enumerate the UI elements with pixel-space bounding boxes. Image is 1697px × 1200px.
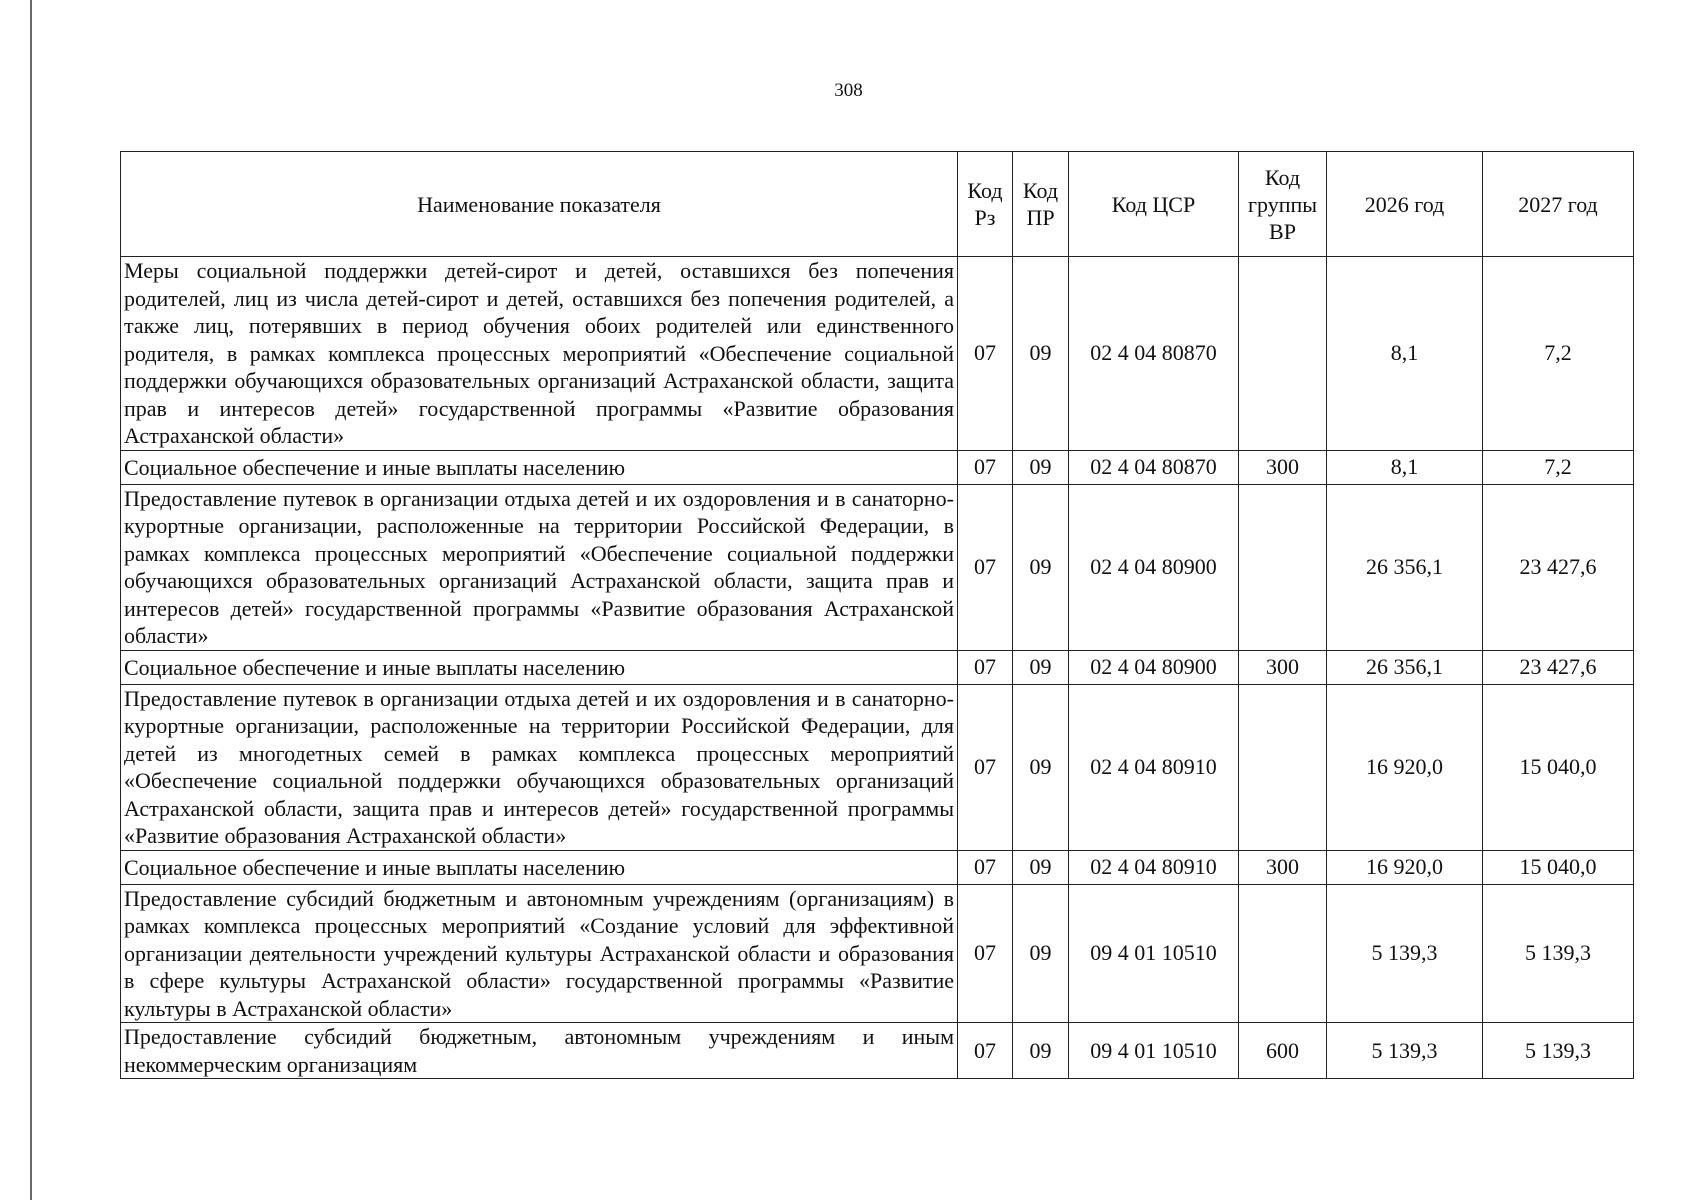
- row-vr: 300: [1239, 450, 1327, 484]
- row-2026: 8,1: [1327, 257, 1483, 451]
- row-pr: 09: [1013, 450, 1069, 484]
- row-csr: 02 4 04 80910: [1069, 684, 1239, 850]
- row-name: Предоставление путевок в организации отдыха детей и их оздоровления и в санаторно-курортные организации, расположенные на территории Российской Федерации, для детей из многодетных семей в рамках комплекса процессных мероприятий «Обеспечение социальной поддержки обучающихся образовательных организаций Астраханской области, защита прав и интересов детей» государственной программы «Развитие образования Астраханской области»: [121, 684, 958, 850]
- row-vr: [1239, 257, 1327, 451]
- header-name: Наименование показателя: [121, 152, 958, 257]
- row-csr: 02 4 04 80870: [1069, 257, 1239, 451]
- row-rz: 07: [958, 484, 1013, 650]
- table-header-row: [121, 152, 1634, 257]
- table-row: [121, 450, 1634, 484]
- page-number: 308: [834, 80, 863, 101]
- row-name: Предоставление путевок в организации отдыха детей и их оздоровления и в санаторно-курортные организации, расположенные на территории Российской Федерации, в рамках комплекса процессных мероприятий «Обеспечение социальной поддержки обучающихся образовательных организаций Астраханской области, защита прав и интересов детей» государственной программы «Развитие образования Астраханской области»: [121, 484, 958, 650]
- row-2027: 7,2: [1483, 257, 1634, 451]
- row-pr: 09: [1013, 850, 1069, 884]
- row-vr: 300: [1239, 650, 1327, 684]
- row-rz: 07: [958, 650, 1013, 684]
- row-vr: [1239, 484, 1327, 650]
- table-row: [121, 257, 1634, 451]
- row-name: Социальное обеспечение и иные выплаты населению: [121, 850, 958, 884]
- row-name: Социальное обеспечение и иные выплаты населению: [121, 650, 958, 684]
- row-csr: 09 4 01 10510: [1069, 884, 1239, 1023]
- row-vr: [1239, 884, 1327, 1023]
- row-2027: 23 427,6: [1483, 650, 1634, 684]
- row-rz: 07: [958, 257, 1013, 451]
- row-pr: 09: [1013, 257, 1069, 451]
- row-name: Предоставление субсидий бюджетным и автономным учреждениям (организациям) в рамках комплекса процессных мероприятий «Создание условий для эффективной организации деятельности учреждений культуры Астраханской области и образования в сфере культуры Астраханской области» государственной программы «Развитие культуры в Астраханской области»: [121, 884, 958, 1023]
- row-2027: 23 427,6: [1483, 484, 1634, 650]
- row-pr: 09: [1013, 1023, 1069, 1079]
- row-rz: 07: [958, 884, 1013, 1023]
- header-csr: Код ЦСР: [1069, 152, 1239, 257]
- table-row: [121, 850, 1634, 884]
- row-2027: 15 040,0: [1483, 684, 1634, 850]
- budget-table: [120, 151, 1634, 1079]
- row-2027: 5 139,3: [1483, 1023, 1634, 1079]
- row-2026: 8,1: [1327, 450, 1483, 484]
- table-row: [121, 1023, 1634, 1079]
- row-2026: 5 139,3: [1327, 884, 1483, 1023]
- header-2027: 2027 год: [1483, 152, 1634, 257]
- row-name: Предоставление субсидий бюджетным, автономным учреждениям и иным некоммерческим организациям: [121, 1023, 958, 1079]
- row-rz: 07: [958, 850, 1013, 884]
- row-csr: 02 4 04 80900: [1069, 484, 1239, 650]
- row-csr: 02 4 04 80910: [1069, 850, 1239, 884]
- row-vr: 600: [1239, 1023, 1327, 1079]
- left-margin-line: [30, 0, 32, 1200]
- row-rz: 07: [958, 1023, 1013, 1079]
- row-pr: 09: [1013, 884, 1069, 1023]
- row-2027: 15 040,0: [1483, 850, 1634, 884]
- header-2026: 2026 год: [1327, 152, 1483, 257]
- row-name: Меры социальной поддержки детей-сирот и детей, оставшихся без попечения родителей, лиц из числа детей-сирот и детей, оставшихся без попечения родителей, а также лиц, потерявших в период обучения обоих родителей или единственного родителя, в рамках комплекса процессных мероприятий «Обеспечение социальной поддержки обучающихся образовательных организаций Астраханской области, защита прав и интересов детей» государственной программы «Развитие образования Астраханской области»: [121, 257, 958, 451]
- row-csr: 02 4 04 80870: [1069, 450, 1239, 484]
- header-pr: Код ПР: [1013, 152, 1069, 257]
- row-2026: 5 139,3: [1327, 1023, 1483, 1079]
- row-2026: 26 356,1: [1327, 484, 1483, 650]
- row-2026: 16 920,0: [1327, 684, 1483, 850]
- table-row: [121, 484, 1634, 650]
- row-pr: 09: [1013, 684, 1069, 850]
- row-pr: 09: [1013, 650, 1069, 684]
- row-rz: 07: [958, 684, 1013, 850]
- row-vr: 300: [1239, 850, 1327, 884]
- row-rz: 07: [958, 450, 1013, 484]
- row-csr: 02 4 04 80900: [1069, 650, 1239, 684]
- row-2026: 26 356,1: [1327, 650, 1483, 684]
- row-2027: 7,2: [1483, 450, 1634, 484]
- row-2027: 5 139,3: [1483, 884, 1634, 1023]
- table-row: [121, 650, 1634, 684]
- row-vr: [1239, 684, 1327, 850]
- table-row: [121, 684, 1634, 850]
- row-csr: 09 4 01 10510: [1069, 1023, 1239, 1079]
- row-pr: 09: [1013, 484, 1069, 650]
- header-rz: Код Рз: [958, 152, 1013, 257]
- table-row: [121, 884, 1634, 1023]
- row-2026: 16 920,0: [1327, 850, 1483, 884]
- row-name: Социальное обеспечение и иные выплаты населению: [121, 450, 958, 484]
- header-vr: Код группы ВР: [1239, 152, 1327, 257]
